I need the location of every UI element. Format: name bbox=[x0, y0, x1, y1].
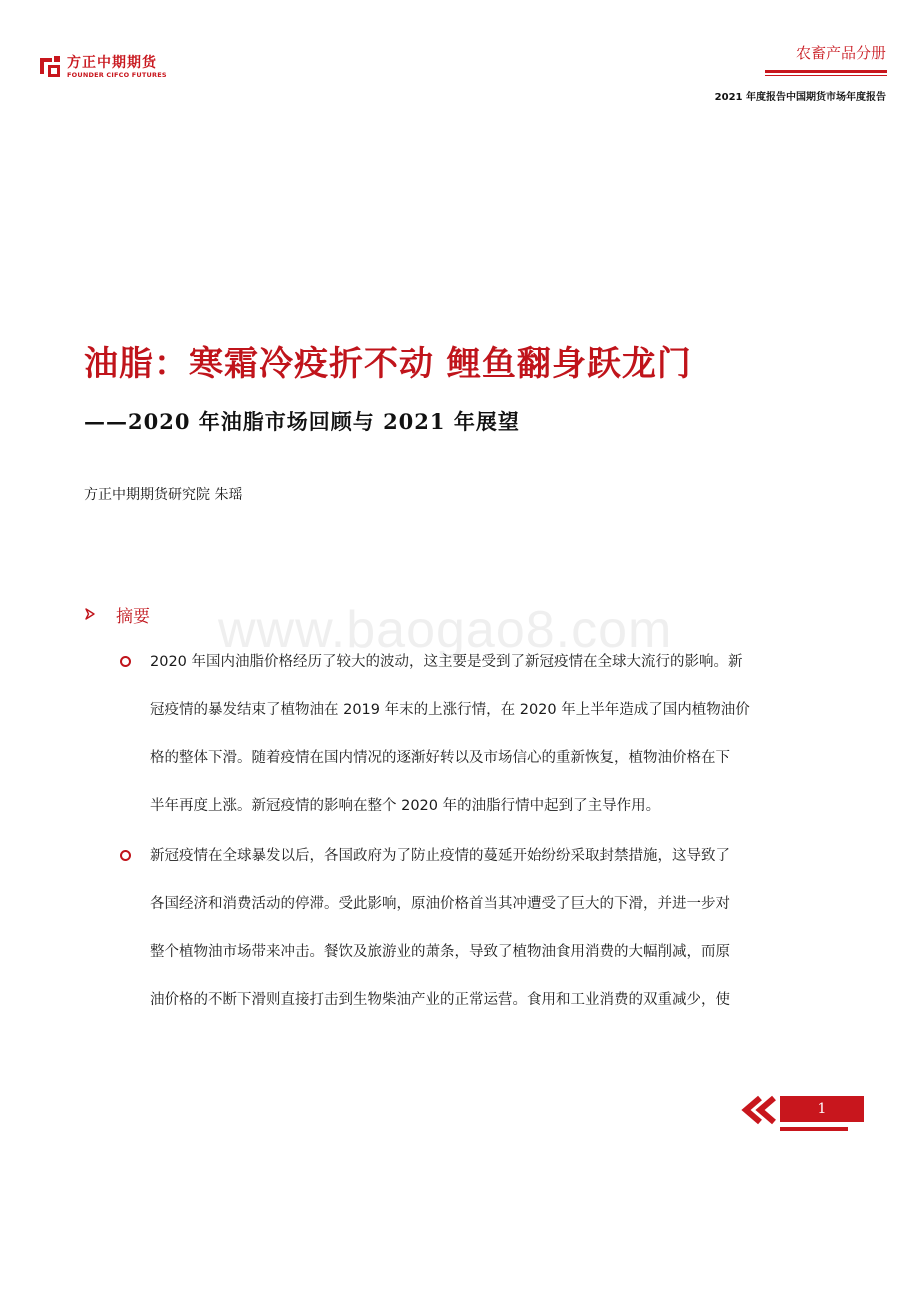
company-logo bbox=[38, 51, 168, 81]
document-title: 油脂：寒霜冷疫折不动 鲤鱼翻身跃龙门 bbox=[84, 344, 692, 384]
header-divider bbox=[765, 75, 887, 76]
paragraph-line: 油价格的不断下滑则直接打击到生物柴油产业的正常运营。食用和工业消费的双重减少，使 bbox=[150, 992, 730, 1008]
logo-chinese-name: 方正中期期货 bbox=[67, 55, 157, 71]
double-chevron-left-icon bbox=[740, 1094, 778, 1130]
paragraph-line: 格的整体下滑。随着疫情在国内情况的逐渐好转以及市场信心的重新恢复，植物油价格在下 bbox=[150, 750, 730, 766]
watermark: www.baogao8.com bbox=[218, 601, 673, 659]
abstract-paragraph-1 bbox=[150, 650, 840, 842]
paragraph-line: 各国经济和消费活动的停滞。受此影响，原油价格首当其冲遭受了巨大的下滑，并进一步对 bbox=[150, 896, 730, 912]
paragraph-line: 整个植物油市场带来冲击。餐饮及旅游业的萧条，导致了植物油食用消费的大幅削减，而原 bbox=[150, 944, 730, 960]
document-subtitle: ——2020 年油脂市场回顾与 2021 年展望 bbox=[84, 409, 520, 434]
page-number: 1 bbox=[780, 1096, 864, 1122]
circle-bullet-icon bbox=[120, 656, 131, 667]
abstract-heading bbox=[84, 602, 150, 626]
abstract-paragraph-2 bbox=[150, 844, 840, 1036]
paragraph-line: 半年再度上涨。新冠疫情的影响在整个 2020 年的油脂行情中起到了主导作用。 bbox=[150, 798, 661, 814]
paragraph-line: 冠疫情的暴发结束了植物油在 2019 年末的上涨行情，在 2020 年上半年造成了国内植物油价 bbox=[150, 702, 750, 718]
founder-logo-icon bbox=[38, 54, 62, 78]
page-number-underline bbox=[780, 1127, 848, 1131]
arrow-right-icon bbox=[84, 608, 96, 620]
abstract-title: 摘要 bbox=[116, 606, 150, 627]
author-line: 方正中期期货研究院 朱瑶 bbox=[84, 487, 243, 503]
logo-english-name: FOUNDER CIFCO FUTURES bbox=[67, 71, 167, 79]
category-label: 农畜产品分册 bbox=[795, 44, 886, 62]
paragraph-line: 2020 年国内油脂价格经历了较大的波动，这主要是受到了新冠疫情在全球大流行的影响。新 bbox=[150, 654, 743, 670]
circle-bullet-icon bbox=[120, 850, 131, 861]
paragraph-line: 新冠疫情在全球暴发以后，各国政府为了防止疫情的蔓延开始纷纷采取封禁措施，这导致了 bbox=[150, 848, 730, 864]
report-series-label: 2021 年度报告中国期货市场年度报告 bbox=[714, 92, 886, 103]
category-underline bbox=[765, 70, 887, 73]
